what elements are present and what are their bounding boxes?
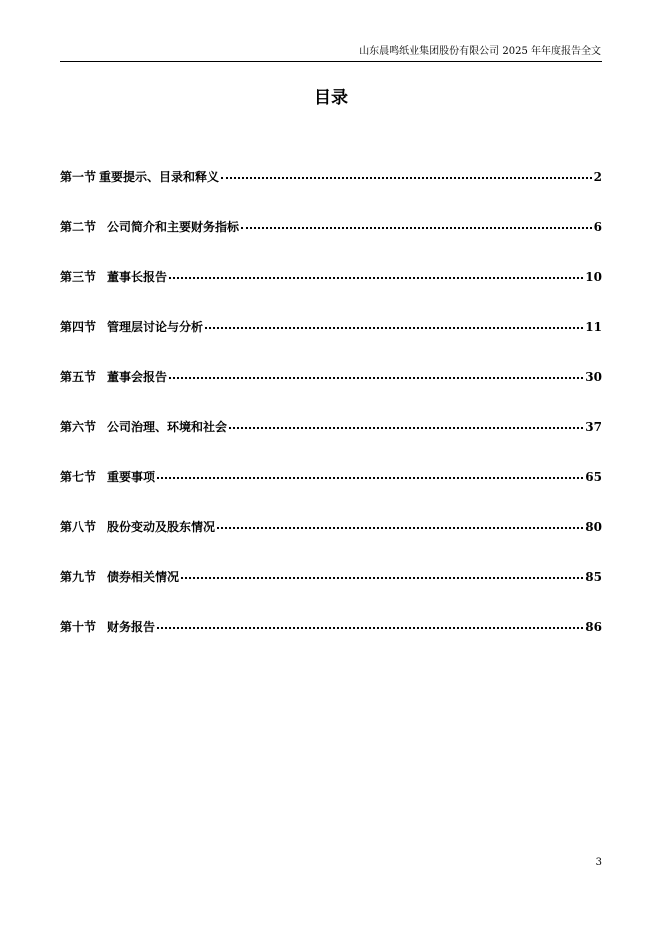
toc-section-title: 管理层讨论与分析 — [107, 320, 204, 334]
toc-dot-leader — [229, 427, 583, 429]
toc-section-number: 第四节 — [60, 320, 97, 334]
toc-page-number: 86 — [585, 620, 602, 634]
toc-dot-leader — [169, 277, 583, 279]
toc-dot-leader — [205, 327, 583, 329]
toc-entry-6[interactable] — [60, 419, 602, 469]
toc-section-number: 第一节 — [60, 170, 97, 184]
running-header: 山东晨鸣纸业集团股份有限公司 2025 年年度报告全文 — [359, 46, 601, 57]
toc-entry-2[interactable] — [60, 219, 602, 269]
toc-section-title: 公司简介和主要财务指标 — [107, 220, 240, 234]
toc-section-title: 股份变动及股东情况 — [107, 520, 216, 534]
toc-section-number: 第九节 — [60, 570, 97, 584]
toc-section-number: 第五节 — [60, 370, 97, 384]
toc-section-number: 第八节 — [60, 520, 97, 534]
toc-page-number: 11 — [585, 320, 602, 334]
toc-section-title: 公司治理、环境和社会 — [107, 420, 228, 434]
toc-entry-9[interactable] — [60, 569, 602, 619]
toc-entry-7[interactable] — [60, 469, 602, 519]
toc-page-number: 85 — [585, 570, 602, 584]
toc-section-title: 重要事项 — [107, 470, 156, 484]
toc-dot-leader — [181, 577, 583, 579]
toc-section-title: 董事长报告 — [107, 270, 168, 284]
toc-section-title: 董事会报告 — [107, 370, 168, 384]
toc-entry-10[interactable] — [60, 619, 602, 669]
toc-page-number: 65 — [585, 470, 602, 484]
toc-section-number: 第七节 — [60, 470, 97, 484]
toc-dot-leader — [221, 177, 592, 179]
toc-dot-leader — [241, 227, 592, 229]
toc-page-number: 6 — [593, 220, 602, 234]
toc-entry-3[interactable] — [60, 269, 602, 319]
toc-section-number: 第二节 — [60, 220, 97, 234]
footer-page-number: 3 — [595, 857, 602, 868]
toc-dot-leader — [217, 527, 583, 529]
toc-entry-5[interactable] — [60, 369, 602, 419]
toc-section-title: 重要提示、目录和释义 — [99, 170, 220, 184]
toc-page-number: 30 — [585, 370, 602, 384]
toc-entry-4[interactable] — [60, 319, 602, 369]
toc-entry-8[interactable] — [60, 519, 602, 569]
toc-dot-leader — [169, 377, 583, 379]
toc-section-title: 债券相关情况 — [107, 570, 180, 584]
toc-section-number: 第六节 — [60, 420, 97, 434]
toc-dot-leader — [157, 627, 583, 629]
toc-page-number: 10 — [585, 270, 602, 284]
toc-page-number: 80 — [585, 520, 602, 534]
toc-entry-1[interactable] — [60, 169, 602, 219]
toc-section-number: 第三节 — [60, 270, 97, 284]
toc-dot-leader — [157, 477, 583, 479]
toc-page-number: 37 — [585, 420, 602, 434]
toc-section-number: 第十节 — [60, 620, 97, 634]
toc-page-number: 2 — [593, 170, 602, 184]
header-divider — [60, 61, 602, 62]
toc-title: 目录 — [314, 88, 348, 108]
toc-list — [60, 169, 602, 669]
toc-section-title: 财务报告 — [107, 620, 156, 634]
